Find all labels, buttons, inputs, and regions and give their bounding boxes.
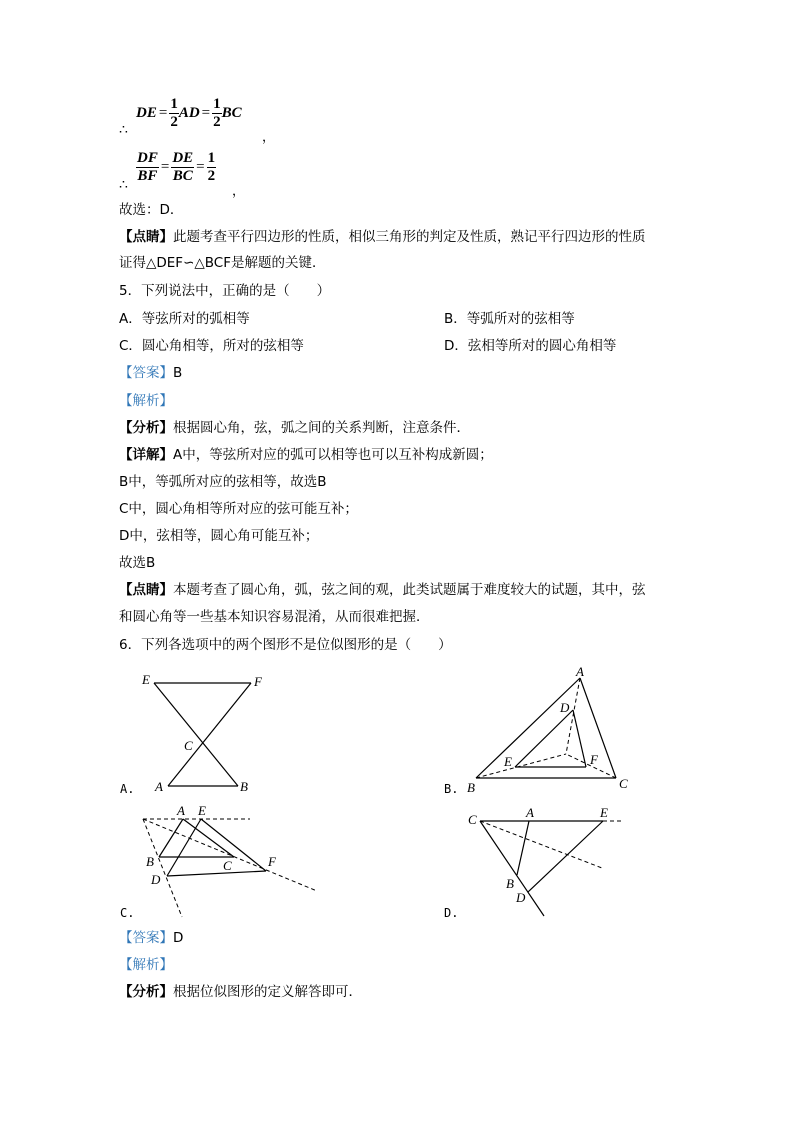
equals-sign: = — [201, 105, 211, 121]
segment-cd-extended — [480, 821, 544, 916]
fraction-numerator: DF — [137, 150, 158, 166]
fraction-denominator: 2 — [213, 114, 221, 130]
figure-a — [110, 660, 310, 804]
answer-value: B — [173, 365, 183, 381]
figure-d-label: D. — [444, 906, 459, 920]
dianjing-2-line-2: 和圆心角等一些基本知识容易混淆，从而很难把握． — [119, 609, 430, 625]
equals-sign: = — [158, 105, 168, 121]
fraction-numerator: 1 — [207, 150, 216, 166]
fraction-numerator: DE — [172, 150, 194, 166]
q5-answer-line — [119, 364, 182, 382]
segment-fa — [168, 683, 251, 786]
detail-text: A中，等弦所对应的弧可以相等也可以互补构成新圆； — [173, 447, 493, 463]
fraction-numerator: 1 — [213, 96, 221, 112]
q5-option-d: D．弦相等所对的圆心角相等 — [444, 338, 617, 354]
q5-detail-a-line — [119, 446, 493, 464]
segment-ef — [201, 819, 266, 871]
point-label-b: B — [467, 780, 475, 795]
fraction-denominator: 2 — [207, 168, 216, 184]
q5-choose-line: 故选B — [119, 555, 156, 571]
fraction-half — [207, 150, 217, 185]
figure-a-label: A. — [120, 782, 135, 796]
fraction-denominator: BC — [172, 168, 193, 184]
formula-term: BC — [221, 105, 242, 121]
comma: ， — [232, 184, 246, 199]
point-label-e: E — [504, 754, 512, 769]
point-label-c: C — [223, 858, 232, 873]
point-label-b: B — [506, 876, 514, 891]
point-label-c: C — [184, 738, 193, 753]
point-label-e: E — [600, 805, 608, 820]
fenxi-tag: 【分析】 — [119, 984, 173, 1000]
dianjing-text: 本题考查了圆心角，弧，弦之间的观，此类试题属于难度较大的试题，其中，弦 — [173, 582, 646, 598]
fraction-numerator: 1 — [170, 96, 178, 112]
formula-ratio — [136, 150, 216, 185]
dashed-bo — [476, 754, 566, 778]
choose-d-line: 故选：D． — [119, 202, 184, 218]
figure-c-label: C. — [120, 906, 135, 920]
point-label-b: B — [146, 854, 154, 869]
fenxi-tag: 【分析】 — [119, 420, 173, 436]
equals-sign: = — [160, 159, 170, 175]
therefore-symbol: ∴ — [119, 177, 128, 193]
formula-term: AD — [178, 105, 200, 121]
q6-fenxi-line — [119, 983, 362, 1001]
fraction-denominator: 2 — [170, 114, 178, 130]
point-label-a: A — [576, 664, 584, 679]
fraction-half — [212, 96, 222, 131]
comma: ， — [262, 130, 276, 145]
question-6-stem: 6．下列各选项中的两个图形不是位似图形的是（ ） — [119, 637, 452, 653]
figure-d — [440, 800, 640, 929]
therefore-symbol: ∴ — [119, 122, 128, 138]
segment-eb — [154, 683, 238, 786]
dianjing-line-1 — [119, 228, 646, 246]
point-label-a: A — [526, 805, 534, 820]
formula-de-half-ad — [136, 96, 242, 131]
point-label-b: B — [240, 779, 248, 794]
equals-sign: = — [196, 159, 205, 175]
answer-tag: 【答案】 — [119, 365, 173, 381]
answer-tag: 【答案】 — [119, 930, 173, 946]
dianjing-2-line-1 — [119, 581, 646, 599]
answer-value: D — [173, 930, 184, 946]
point-label-c: C — [468, 812, 477, 827]
figure-c — [110, 800, 330, 929]
q5-fenxi-line — [119, 419, 470, 437]
dashed-diagonal — [143, 819, 317, 891]
dianjing-tag: 【点睛】 — [119, 229, 173, 245]
q5-option-a: A．等弦所对的弧相等 — [119, 311, 250, 327]
point-label-a: A — [177, 803, 185, 818]
xiangjie-tag: 【详解】 — [119, 447, 173, 463]
fenxi-text: 根据圆心角，弦，弧之间的关系判断，注意条件． — [173, 420, 470, 436]
point-label-f: F — [590, 752, 598, 767]
q5-detail-c-line: C中，圆心角相等所对应的弦可能互补； — [119, 501, 358, 517]
q5-option-b: B．等弧所对的弦相等 — [444, 311, 575, 327]
point-label-d: D — [516, 890, 526, 905]
q5-detail-d-line: D中，弦相等，圆心角可能互补； — [119, 528, 319, 544]
fraction-half — [169, 96, 179, 131]
segment-de — [515, 710, 573, 767]
formula-term: DE — [136, 105, 157, 121]
jiexi-tag: 【解析】 — [119, 393, 173, 409]
segment-ab — [476, 678, 580, 778]
segment-ed — [528, 821, 603, 892]
point-label-d: D — [560, 700, 570, 715]
segment-ab — [159, 819, 183, 857]
point-label-a: A — [155, 779, 163, 794]
point-label-e: E — [142, 672, 150, 687]
point-label-f: F — [268, 854, 276, 869]
figure-b — [440, 660, 640, 804]
figure-b-label: B. — [444, 782, 459, 796]
point-label-c: C — [619, 776, 628, 791]
jiexi-tag: 【解析】 — [119, 957, 173, 973]
segment-ab — [517, 821, 529, 875]
dianjing-text: 此题考查平行四边形的性质，相似三角形的判定及性质，熟记平行四边形的性质 — [173, 229, 646, 245]
point-label-f: F — [254, 674, 262, 689]
q6-answer-line — [119, 929, 183, 947]
q5-detail-b-line: B中，等弧所对应的弦相等，故选B — [119, 474, 327, 490]
point-label-e: E — [198, 803, 206, 818]
dianjing-line-2: 证得△DEF∽△BCF是解题的关键． — [119, 255, 326, 271]
fraction-df-bf — [136, 150, 159, 185]
fenxi-text: 根据位似图形的定义解答即可． — [173, 984, 362, 1000]
point-label-d: D — [151, 872, 161, 887]
fraction-de-bc — [171, 150, 194, 185]
segment-ed — [167, 819, 201, 876]
dashed-diagonal — [480, 821, 602, 868]
segment-df — [167, 871, 266, 876]
fraction-denominator: BF — [137, 168, 158, 184]
q5-option-c: C．圆心角相等，所对的弦相等 — [119, 338, 304, 354]
dianjing-tag: 【点睛】 — [119, 582, 173, 598]
question-5-stem: 5．下列说法中，正确的是（ ） — [119, 283, 331, 299]
